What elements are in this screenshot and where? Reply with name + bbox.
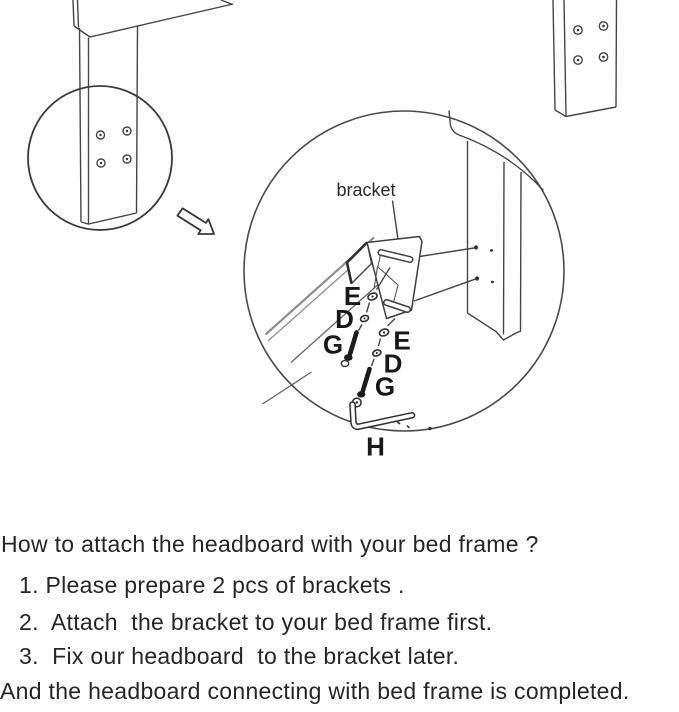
headboard-leg-drawing <box>28 0 233 230</box>
instruction-step-2: 2. Attach the bracket to your bed frame first. <box>19 609 493 635</box>
detail-scene <box>263 111 544 462</box>
alignment-lines <box>414 248 475 301</box>
bracket-label: bracket <box>336 180 396 200</box>
emphasis-circle <box>28 86 172 230</box>
bed-frame-leg-drawing <box>553 0 617 117</box>
bracket-leader-line <box>393 201 399 240</box>
label-e1: E <box>343 281 362 311</box>
southeast-arrow-icon <box>177 208 214 234</box>
label-d2: D <box>383 348 403 379</box>
bolt-g1 <box>341 333 356 367</box>
instructions-heading: How to attach the headboard with your bed frame ? <box>1 531 539 557</box>
bed-frame-leg-detail <box>468 141 522 340</box>
label-e2: E <box>393 325 411 356</box>
instruction-step-3: 3. Fix our headboard to the bracket later. <box>19 643 460 669</box>
instructions-conclusion: And the headboard connecting with bed frame is completed. <box>0 678 630 704</box>
label-g2: G <box>374 371 396 402</box>
bed-frame-leg-holes <box>574 22 608 64</box>
label-h: H <box>366 431 385 462</box>
bolt-g2 <box>357 369 369 397</box>
instruction-step-1: 1. Please prepare 2 pcs of brackets . <box>19 572 405 598</box>
label-d1: D <box>335 304 354 334</box>
allen-key-drawing <box>353 405 432 431</box>
label-g1: G <box>322 329 344 360</box>
headboard-leg-holes <box>97 127 132 167</box>
